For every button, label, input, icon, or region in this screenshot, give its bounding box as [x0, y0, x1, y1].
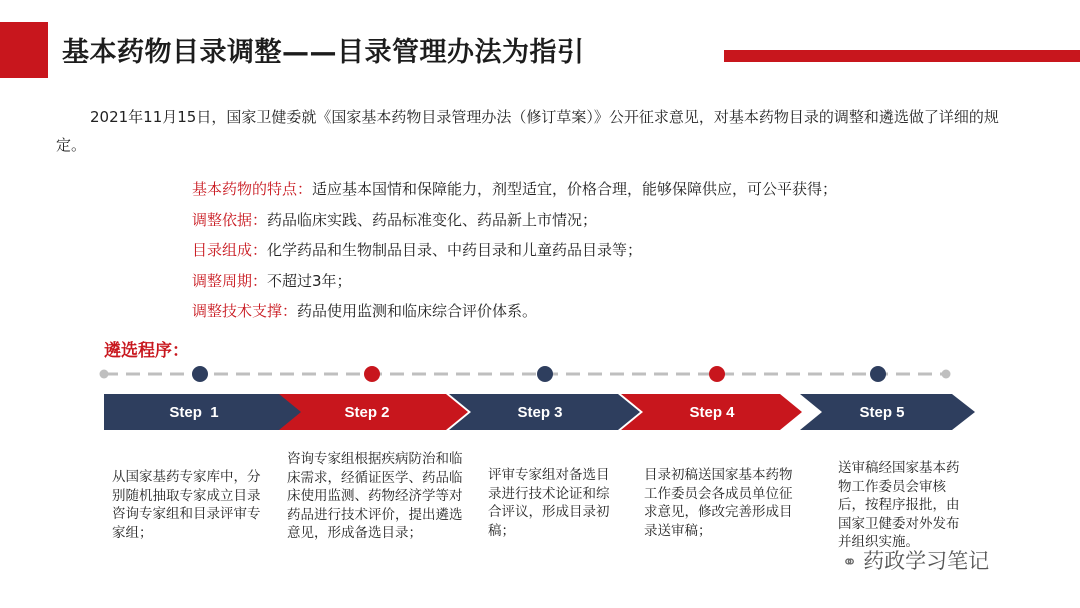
feature-key: 基本药物的特点：: [192, 180, 313, 198]
step-description-2: 咨询专家组根据疾病防治和临床需求，经循证医学、药品临床使用监测、药物经济学等对药品进行技术评价，提出遴选意见，形成备选目录；: [287, 451, 463, 541]
timeline-node-1: [192, 366, 208, 382]
step-description-1: 从国家基药专家库中，分别随机抽取专家成立目录咨询专家组和目录评审专家组；: [112, 469, 261, 541]
feature-row: [192, 235, 837, 266]
timeline-end-dot: [942, 370, 951, 379]
wechat-icon: ⚭: [842, 552, 858, 573]
feature-key: 调整依据：: [192, 210, 268, 229]
page-title: 基本药物目录调整——目录管理办法为指引: [62, 37, 585, 68]
feature-row: [192, 266, 837, 297]
feature-value: 不超过3年；: [267, 271, 352, 290]
timeline-node-3: [537, 366, 553, 382]
watermark-text: 药政学习笔记: [863, 549, 990, 573]
title-accent-rule: [724, 50, 1080, 62]
feature-value: 化学药品和生物制品目录、中药目录和儿童药品目录等；: [267, 241, 643, 259]
timeline-node-5: [870, 366, 886, 382]
step-label-2: Step 2: [344, 404, 390, 421]
step-label-3: Step 3: [517, 404, 563, 421]
timeline-node-2: [364, 366, 380, 382]
timeline-end-dot: [100, 370, 109, 379]
feature-key: 调整技术支撑：: [192, 302, 298, 320]
title-accent-block: [0, 22, 48, 78]
feature-value: 适应基本国情和保障能力，剂型适宜，价格合理，能够保障供应，可公平获得；: [312, 180, 838, 198]
feature-row: [192, 205, 837, 236]
feature-row: [192, 174, 837, 205]
step-label-4: Step 4: [689, 404, 735, 421]
feature-list: [192, 174, 837, 327]
step-description-4: 目录初稿送国家基本药物工作委员会各成员单位征求意见，修改完善形成目录送审稿；: [644, 467, 793, 539]
step-description-3: 评审专家组对备选目录进行技术论证和综合评议，形成目录初稿；: [488, 467, 610, 539]
feature-value: 药品临床实践、药品标准变化、药品新上市情况；: [267, 210, 598, 229]
step-label-5: Step 5: [859, 404, 905, 421]
step-description-5: 送审稿经国家基本药物工作委员会审核后，按程序报批，由国家卫健委对外发布并组织实施。: [838, 460, 960, 550]
procedure-label: 遴选程序：: [104, 341, 189, 361]
timeline-node-4: [709, 366, 725, 382]
feature-key: 调整周期：: [192, 271, 268, 290]
feature-row: [192, 296, 837, 327]
feature-value: 药品使用监测和临床综合评价体系。: [297, 302, 538, 320]
step-timeline: [0, 360, 1080, 444]
feature-key: 目录组成：: [192, 241, 268, 259]
wechat-watermark: [842, 545, 989, 575]
step-label-1: Step 1: [169, 404, 219, 421]
intro-paragraph: 2021年11月15日，国家卫健委就《国家基本药物目录管理办法（修订草案）》公开征求意见，对基本药物目录的调整和遴选做了详细的规定。: [56, 108, 999, 154]
